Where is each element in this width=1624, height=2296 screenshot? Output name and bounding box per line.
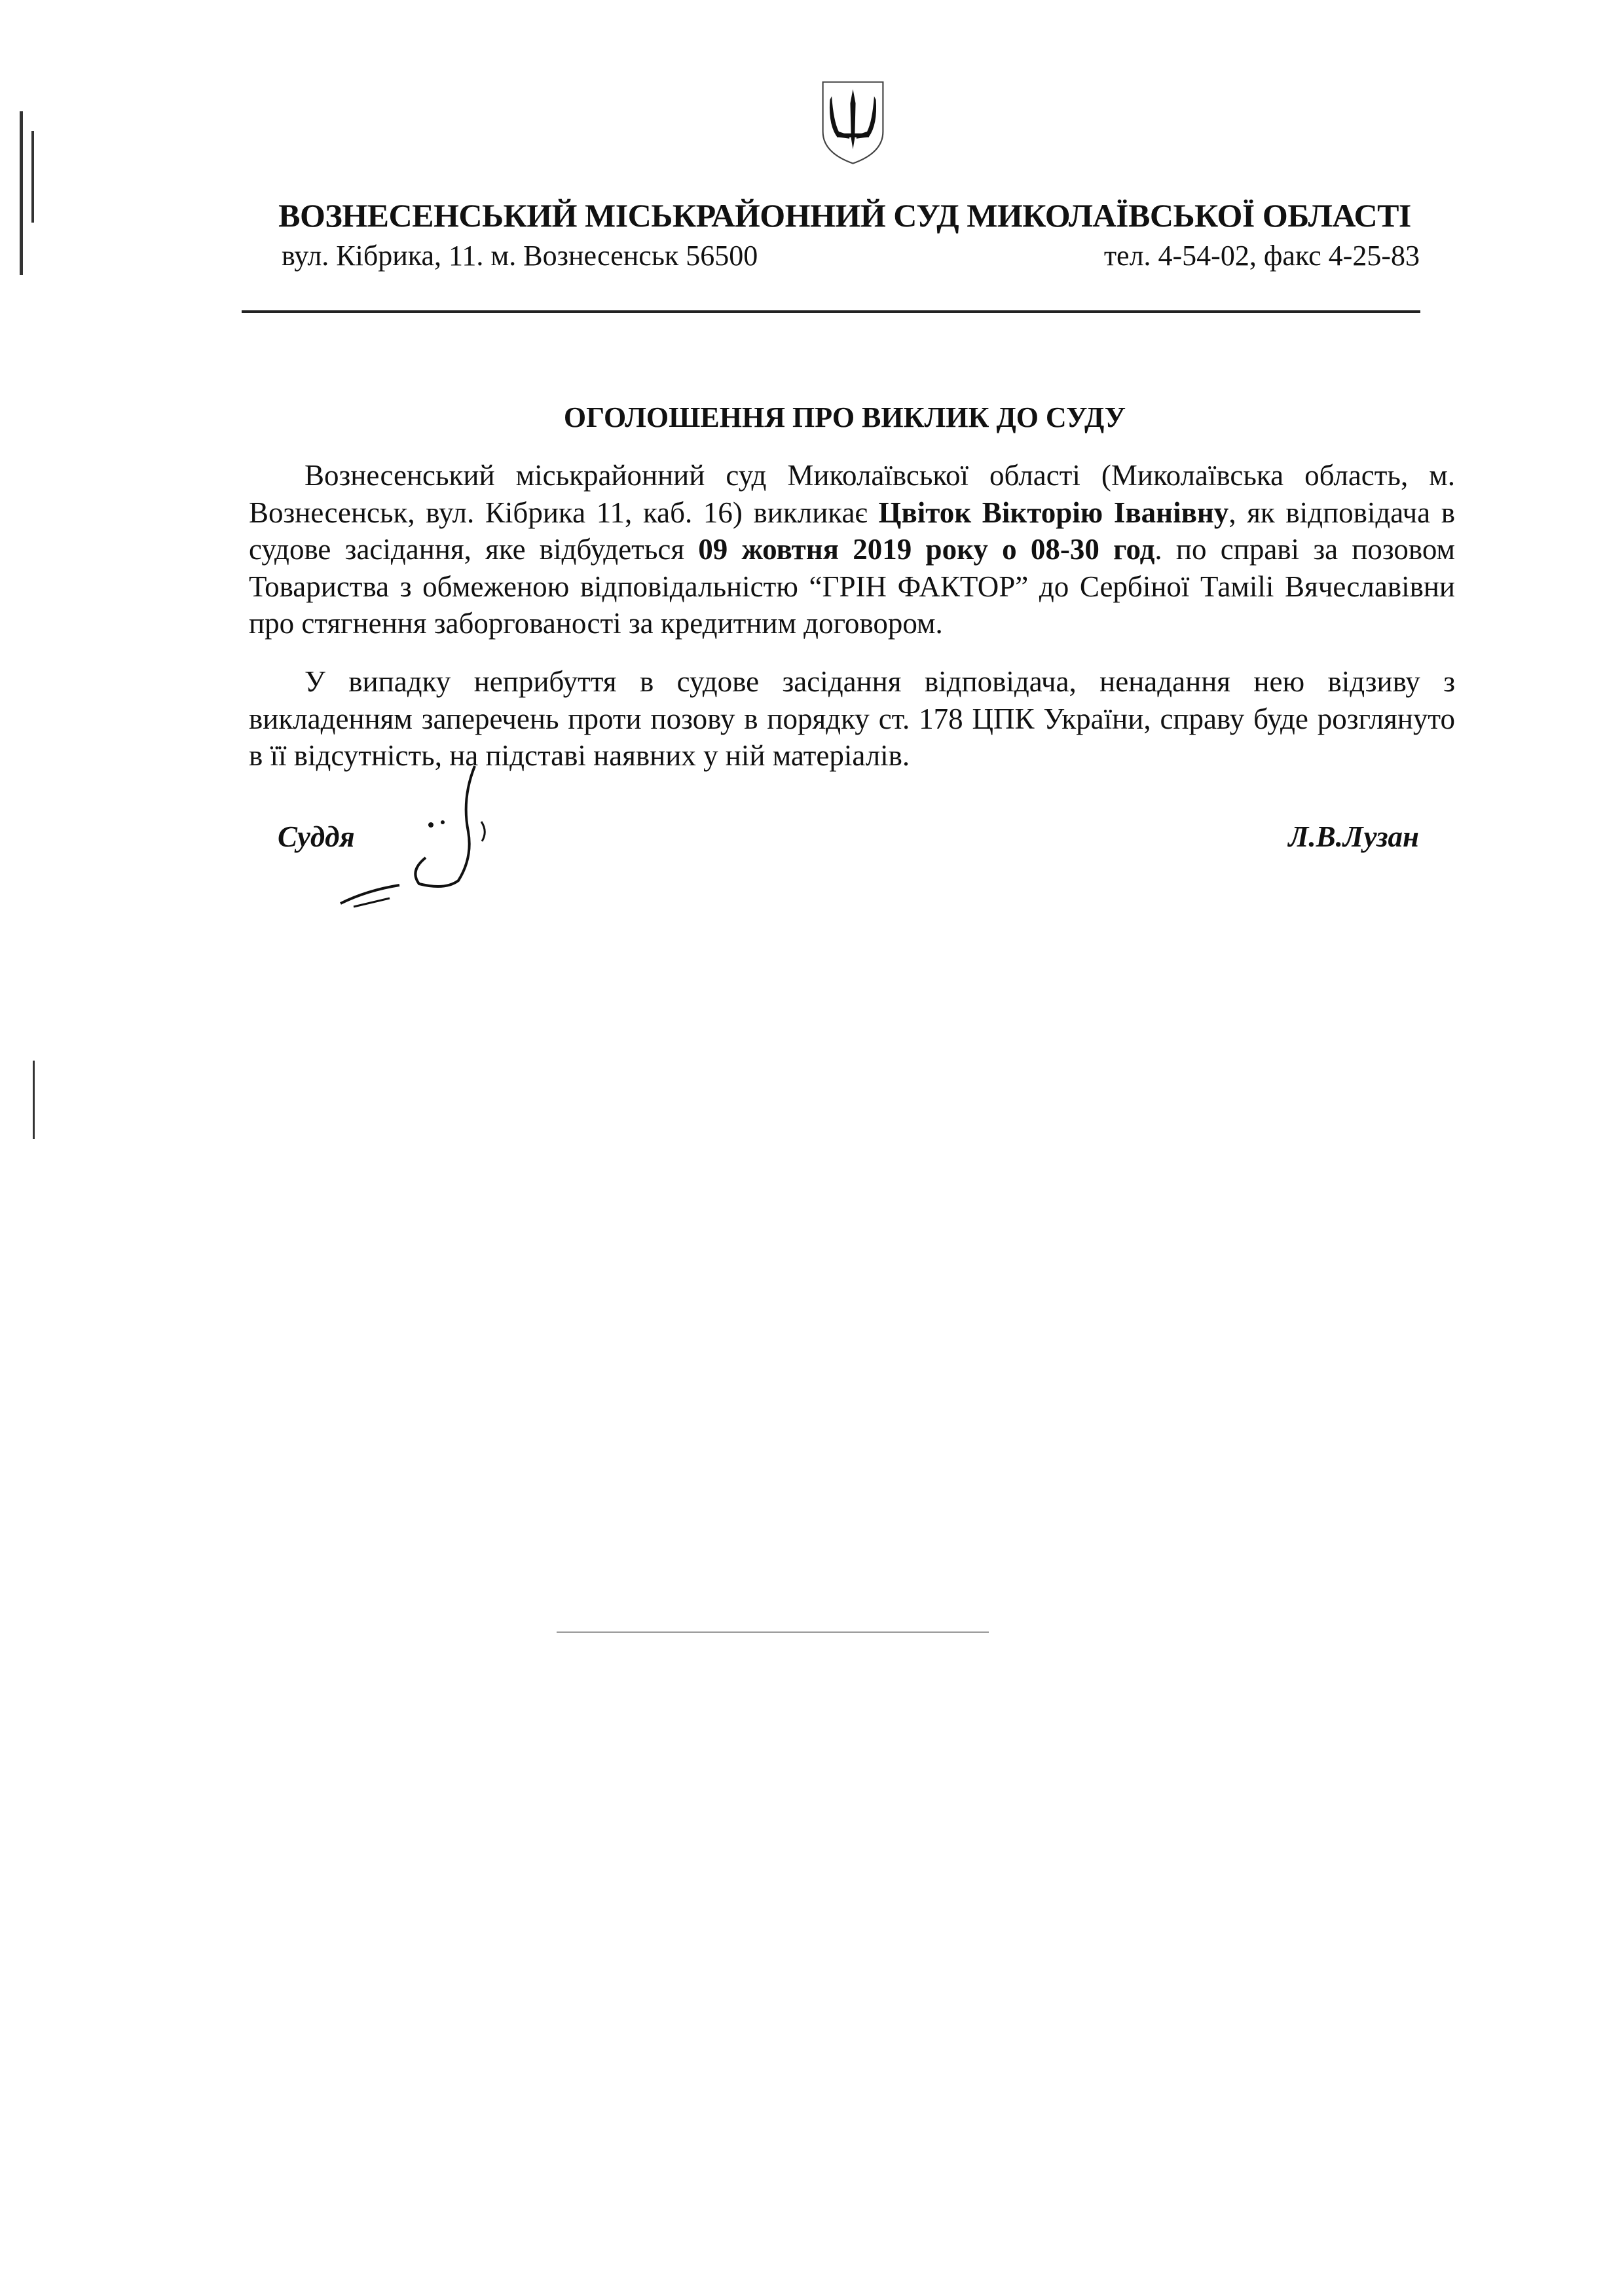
- scan-edge-mark: [20, 111, 23, 275]
- scan-edge-mark: [33, 1061, 35, 1139]
- p1-text-a: Вознесенський міськрайонний суд Миколаївської області (Миколаївська область, м. Вознесенськ, вул. Кібрика 11, каб. 16) викликає: [249, 459, 1455, 529]
- coat-of-arms-icon: [815, 79, 891, 167]
- judge-name: Л.В.Лузан: [1288, 820, 1419, 853]
- court-contacts: тел. 4-54-02, факс 4-25-83: [1103, 240, 1420, 272]
- p1-text-c: . по справі за позовом Товариства з обмеженою відповідальністю “ГРІН ФАКТОР” до Сербіної Тамili Вячеславівни про стягнення заборгованості за кредитним договором.: [249, 533, 1455, 640]
- scan-edge-mark: [557, 1631, 989, 1633]
- hearing-datetime: 09 жовтня 2019 року о 08-30 год: [698, 533, 1155, 566]
- notice-title: ОГОЛОШЕННЯ ПРО ВИКЛИК ДО СУДУ: [563, 401, 1126, 433]
- defendant-name: Цвіток Вікторію Іванівну: [878, 496, 1229, 529]
- p1-text-b: , як відповідача в судове засідання, яке відбудеться: [249, 496, 1455, 566]
- handwritten-signature: [327, 759, 498, 917]
- header-divider: [242, 310, 1420, 313]
- notice-paragraph-2: У випадку неприбуття в судове засідання відповідача, ненадання нею відзиву з викладенням заперечень проти позову в порядку ст. 178 ЦПК України, справу буде розглянуто в її відсутність, на підставі наявних у ній матеріалів.: [249, 665, 1455, 772]
- scan-edge-mark: [31, 131, 34, 223]
- court-name-heading: ВОЗНЕСЕНСЬКИЙ МІСЬКРАЙОННИЙ СУД МИКОЛАЇВСЬКОЇ ОБЛАСТІ: [278, 197, 1411, 234]
- judge-label: Суддя: [278, 820, 355, 853]
- court-address: вул. Кібрика, 11. м. Вознесенськ 56500: [282, 240, 758, 272]
- notice-paragraph-1: [249, 457, 1455, 642]
